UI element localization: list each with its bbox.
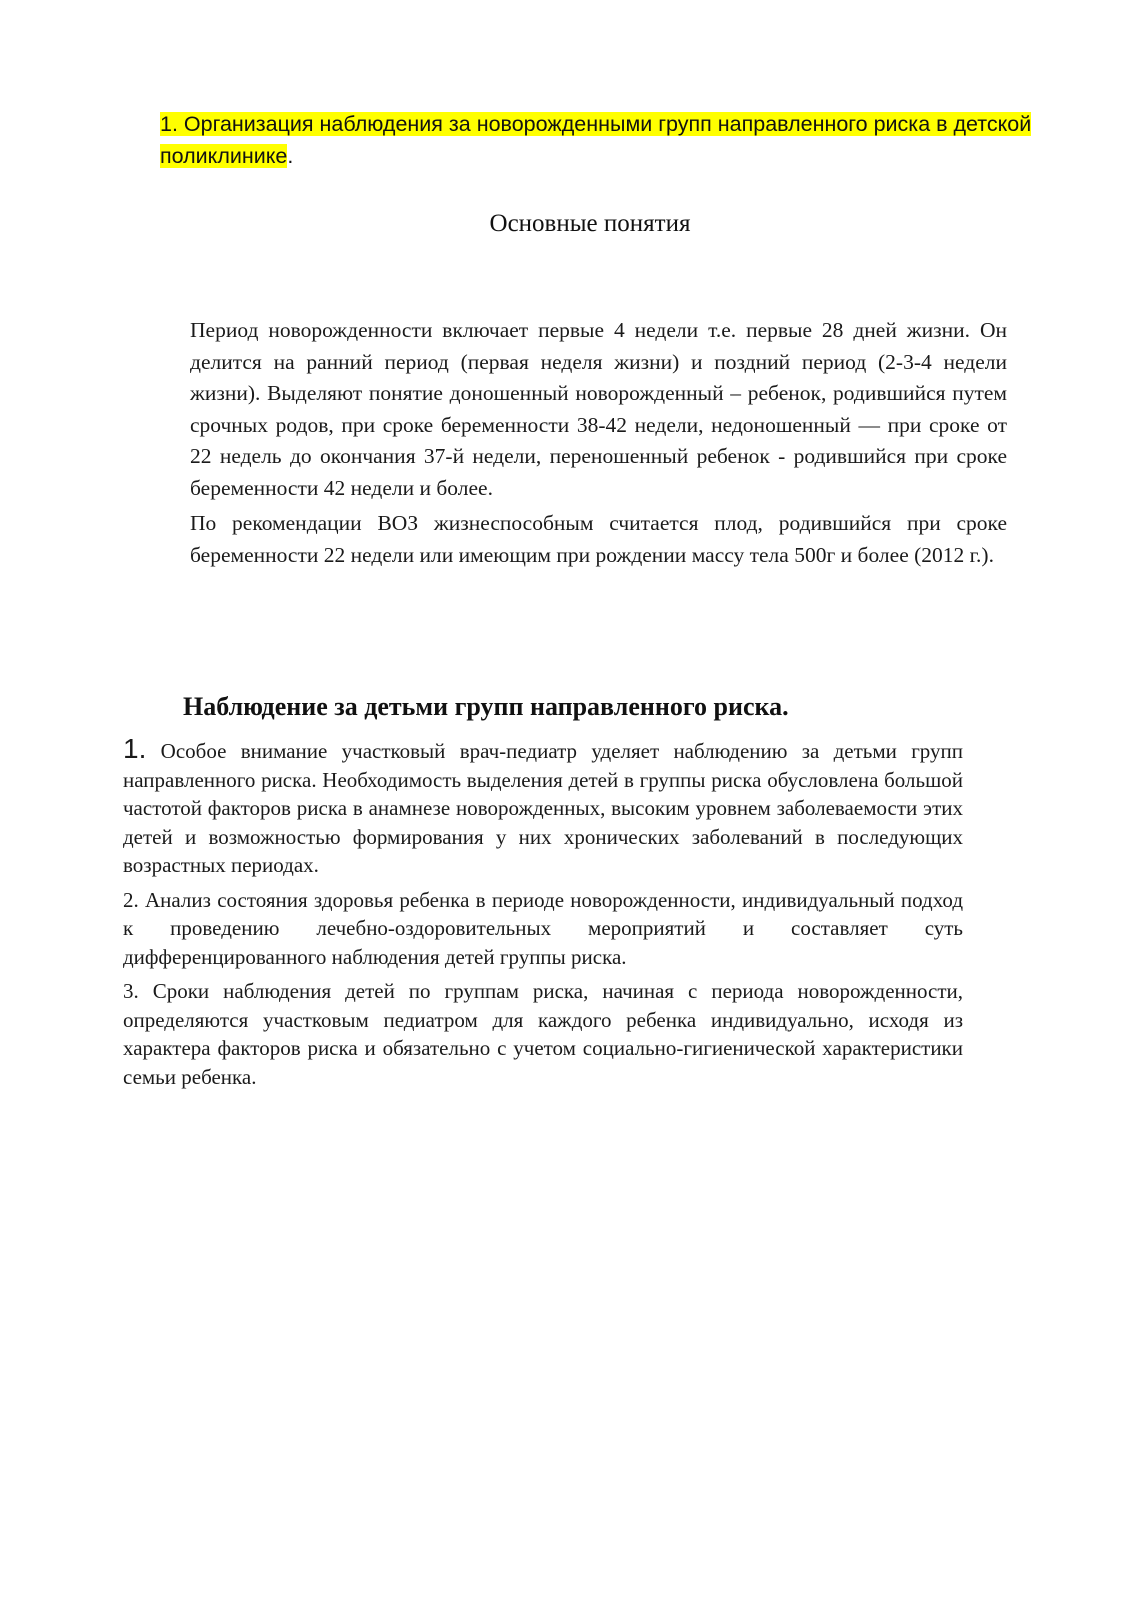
observation-text: Анализ состояния здоровья ребенка в периоде новорожденности, индивидуальный подход к проведению лечебно-оздоровительных мероприятий и составляет суть дифференцированного наблюдения детей группы риска. <box>123 887 964 969</box>
heading-tail: . <box>287 144 294 168</box>
definitions-block <box>190 315 1007 575</box>
observation-item <box>123 735 963 880</box>
observation-text: Сроки наблюдения детей по группам риска, начиная с периода новорожденности, определяются участковым педиатром для каждого ребенка индивидуально, исходя из характера факторов риска и обязательно с учетом социально-гигиенической характеристики семьи ребенка. <box>123 979 963 1089</box>
observation-number: 2. <box>123 887 139 912</box>
highlighted-heading <box>160 108 1060 172</box>
observation-text: Особое внимание участковый врач-педиатр уделяет наблюдению за детьми групп направленного риска. Необходимость выделения детей в группы риска обусловлена большой частотой факторов риска в анамнезе новорожденных, высоким уровнем заболеваемости этих детей и возможностью формирования у них хронических заболеваний в последующих возрастных периодах. <box>123 739 964 877</box>
observation-list <box>123 735 963 1097</box>
definition-paragraph: Период новорожденности включает первые 4 недели т.е. первые 28 дней жизни. Он делится на ранний период (первая неделя жизни) и поздний период (2-3-4 недели жизни). Выделяют понятие доношенный новорожденный – ребенок, родившийся путем срочных родов, при сроке беременности 38-42 недели, недоношенный — при сроке от 22 недель до окончания 37-й недели, переношенный ребенок - родившийся при сроке беременности 42 недели и более. <box>190 318 1007 500</box>
observation-item <box>123 977 963 1091</box>
heading-highlight-text: 1. Организация наблюдения за новорожденными групп направленного риска в детской поликлинике <box>160 112 1032 168</box>
observation-title: Наблюдение за детьми групп направленного риска. <box>183 692 789 721</box>
observation-number: 3. <box>123 979 139 1003</box>
section-title: Основные понятия <box>489 210 691 237</box>
observation-number: 1. <box>123 733 147 764</box>
definition-paragraph: По рекомендации ВОЗ жизнеспособным считается плод, родившийся при сроке беременности 22 недели или имеющим при рождении массу тела 500г и более (2012 г.). <box>190 511 1007 567</box>
observation-item <box>123 886 963 972</box>
